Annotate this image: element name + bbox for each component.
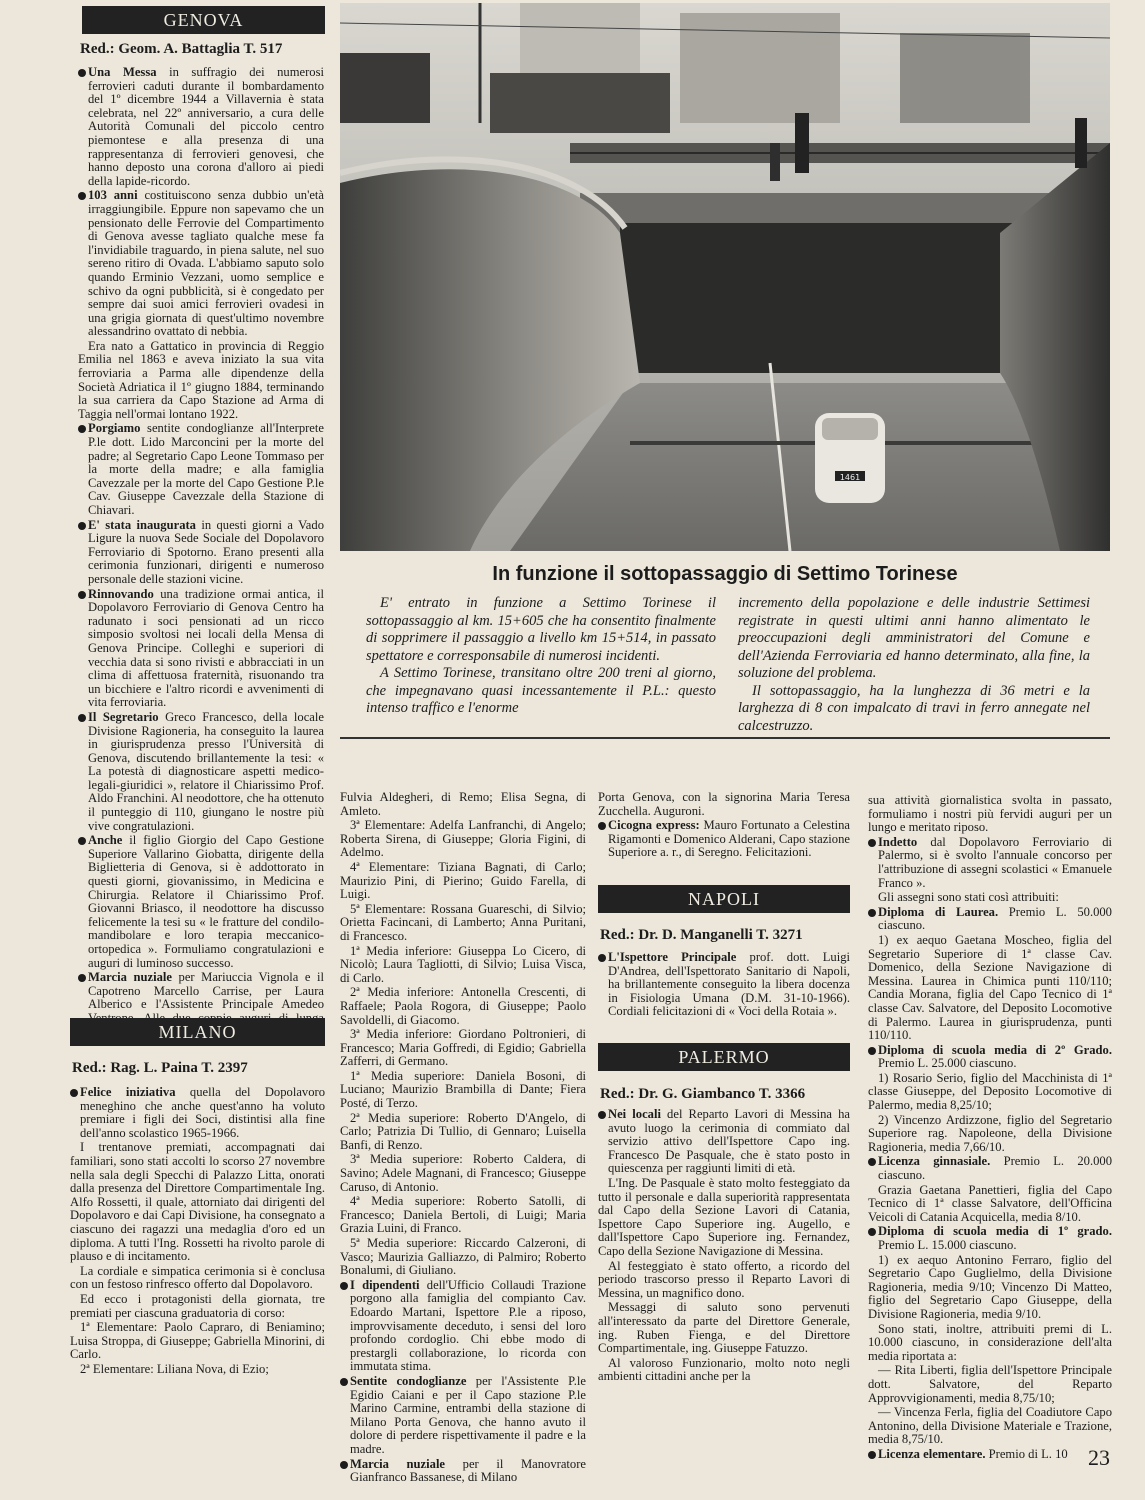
palermo-column-1 [598, 1108, 850, 1385]
news-item-text: una tradizione ormai antica, il Dopolavoro Ferroviario di Genova Centro ha radunato i soci pensionati ad un ricco simposio svoltosi nei locali della Mensa di Genova Principe. Colleghi e superiori di vecchia data si sono rivisti e abbracciati in un clima di affettuosa fraternità, risuonando tra un bicchiere e l'altro ricordi e avvenimenti di vita ferroviaria. [88, 586, 324, 710]
news-item-text: quella del Dopolavoro meneghino che anche quest'anno ha voluto premiare i figli dei Soci, distintisi alla fine dell'anno scolastico 1965-1966. [80, 1085, 325, 1140]
paragraph: Al festeggiato è stato offerto, a ricordo del periodo trascorso presso il Reparto Lavori di Messina, un magnifico dono. [598, 1258, 850, 1300]
news-item [70, 1086, 325, 1140]
news-item-lead: Cicogna express: [608, 818, 700, 833]
feature-right-paragraph: incremento della popolazione e delle industrie Settimesi registrate in questi ultimi anni hanno alimentato le preoccupazioni degli amministratori del Comune e dell'Azienda Ferroviaria ed hanno determinato, alla fine, la soluzione del problema. [738, 595, 1090, 681]
news-item-lead: Felice iniziativa [80, 1085, 176, 1099]
paragraph: 1) Rosario Serio, figlio del Macchinista di 1ª classe Giuseppe, del Deposito Locomotive di Palermo, media 8,25/10; [868, 1070, 1112, 1113]
underpass-photo [340, 3, 1110, 551]
paragraph: — Rita Liberti, figlia dell'Ispettore Principale dott. Salvatore, del Reparto Approvvigionamenti, media 8,75/10; [868, 1363, 1112, 1405]
news-item-lead: Indetto [878, 834, 918, 849]
continued-paragraph: Fulvia Aldegheri, di Remo; Elisa Segna, di Amleto. [340, 790, 586, 818]
feature-right-paragraph: Il sottopassaggio, ha la lunghezza di 36 metri e la larghezza di 8 con impalcato di travi in ferro annegate nel calcestruzzo. [738, 682, 1090, 734]
paragraph: 3ª Media superiore: Roberto Caldera, di Savino; Adele Magnani, di Francesco; Giuseppe Caruso, di Antonio. [340, 1152, 586, 1194]
news-item [340, 1279, 586, 1374]
news-item [868, 906, 1112, 933]
news-item-text: Premio L. 50.000 ciascuno. [878, 904, 1112, 933]
news-item [868, 1448, 1112, 1462]
paragraph: 4ª Elementare: Tiziana Bagnati, di Carlo; Maurizio Pini, di Pierino; Guido Farella, di Luigi. [340, 859, 586, 902]
news-item-text: costituiscono senza dubbio un'età irraggiungibile. Eppure non sapevamo che un pensionato delle Ferrovie del Compartimento di Genova avesse tagliato qualche mese fa l'invidiabile traguardo, in piena salute, nel suo sereno ritiro di Ovada. L'abbiamo saputo solo quando Erminio Vezzani, uomo semplice e schivo da ogni pubblicità, si è congedato per sempre dai suoi amici ferrovieri ovadesi in una grigia giornata di quest'ultimo novembre alessandrino ovattato di nebbia. [88, 188, 325, 339]
news-item-lead: Licenza ginnasiale. [878, 1154, 991, 1169]
page-number: 23 [1088, 1445, 1110, 1470]
paragraph: 2ª Media superiore: Roberto D'Angelo, di Carlo; Patrizia Di Tullio, di Gennaro; Luisella Banfi, di Renzo. [340, 1110, 586, 1152]
paragraph: 2) Vincenzo Ardizzone, figlio del Segretario Superiore rag. Napoleone, della Divisione Ragioneria, media 7,66/10. [868, 1112, 1112, 1154]
news-item-lead: L'Ispettore Principale [608, 950, 737, 964]
news-item-text: in questi giorni a Vado Ligure la nuova Sede Sociale del Dopolavoro Ferroviario di Spotorno. Erano presenti alla cerimonia funzionari, dirigenti e numeroso personale delle stazioni vicine. [88, 517, 324, 586]
news-item-text: dal Dopolavoro Ferroviario di Palermo, si è svolto l'annuale concorso per l'attribuzione di assegni scolastici « Emanuele Franco ». [878, 834, 1112, 890]
news-item-lead: E' stata inaugurata [88, 517, 196, 532]
milano-section-header: MILANO [70, 1018, 325, 1046]
news-item-lead: Diploma di scuola media di 1º grado. [878, 1224, 1112, 1239]
paragraph: Messaggi di saluto sono pervenuti all'interessato da parte del Direttore Generale, ing. Ruben Fienga, e del Direttore Compartimentale, ing. Giuseppe Fatuzzo. [598, 1300, 850, 1356]
paragraph: 1ª Media superiore: Daniela Bosoni, di Luciano; Maurizio Brambilla di Dante; Fiera Posté, di Terzo. [340, 1068, 586, 1111]
palermo-editor-line: Red.: Dr. G. Giambanco T. 3366 [600, 1086, 806, 1102]
paragraph: L'Ing. De Pasquale è stato molto festeggiato da tutto il personale e dalla superiorità rappresentata dal Capo della Sezione Lavori di Catania, Ispettore Capo Superiore ing. Augello, e dall'Ispettore Capo Superiore ing. Fernandez, Capo della Sezione Navigazione di Messina. [598, 1175, 850, 1258]
feature-caption-right [738, 595, 1090, 735]
news-item-text: Premio L. 20.000 ciascuno. [878, 1154, 1112, 1183]
genova-section-header: GENOVA [82, 6, 325, 34]
news-item-lead: Nei locali [608, 1107, 661, 1121]
underpass-illustration [340, 3, 1110, 551]
news-item-text: sentite condoglianze all'Interprete P.le dott. Lido Marconcini per la morte del padre; al Segretario Capo Leone Tommaso per la morte della madre; e alla famiglia Cavezzale per la morte del Capo Gestione P.le Cav. Giuseppe Cavezzale della Stazione di Chiavari. [88, 421, 324, 517]
news-item-text: del Reparto Lavori di Messina ha avuto luogo la cerimonia di commiato dal servizio attivo dell'Ispettore Capo ing. Francesco De Pasquale, che è stato posto in quiescenza per raggiunti limiti di età. [608, 1107, 851, 1176]
news-item [78, 422, 324, 517]
news-item [598, 819, 850, 860]
news-item-lead: 103 anni [88, 188, 138, 203]
news-item-text: dell'Ufficio Collaudi Trazione porgono alla famiglia del compianto Cav. Edoardo Martani, Ispettore P.le a riposo, improvvisamente deceduto, i sensi del loro profondo cordoglio. Chi ebbe modo di prestargli collaborazione, lo ricorda con immutata stima. [350, 1277, 586, 1374]
napoli-editor-line: Red.: Dr. D. Manganelli T. 3271 [600, 927, 803, 943]
palermo-column-2 [868, 794, 1112, 1463]
feature-caption-left [366, 595, 716, 718]
news-item-lead: Diploma di scuola media di 2º Grado. [878, 1042, 1112, 1057]
milano-editor-line: Red.: Rag. L. Paina T. 2397 [72, 1060, 248, 1076]
napoli-section-header: NAPOLI [598, 885, 850, 913]
news-item-text: per l'Assistente P.le Egidio Caiani e per il Capo stazione P.le Marino Carmine, entrambi della stazione di Milano Porta Genova, che hanno avuto il dolore di perdere rispettivamente il padre e la madre. [350, 1373, 586, 1456]
paragraph: Grazia Gaetana Panettieri, figlia del Capo Tecnico di 1ª classe Salvatore, dell'Officina Veicoli di Catania Acquicella, media 8/10. [868, 1182, 1112, 1224]
napoli-column [598, 951, 850, 1020]
news-item-text: per il Manovratore Gianfranco Bassanese, di Milano [350, 1456, 586, 1485]
palermo-section-header: PALERMO [598, 1043, 850, 1071]
license-plate: 1461 [839, 473, 861, 482]
milano-column-3 [598, 791, 850, 861]
news-item [78, 834, 324, 970]
news-item-text: Mauro Fortunato a Celestina Rigamonti e Domenico Alderani, Capo stazione Superiore a. r., di Seregno. Felicitazioni. [608, 818, 850, 860]
paragraph: 3ª Media inferiore: Giordano Poltronieri, di Francesco; Maria Goffredi, di Egidio; Gabriella Zafferri, di Germano. [340, 1027, 586, 1069]
news-item-text: prof. dott. Luigi D'Andrea, dell'Ispettorato Sanitario di Napoli, ha brillantemente conseguito la libera docenza in Fisiologia Umana (D.M. 31-10-1966). Cordiali felicitazioni di « Voci della Rotaia ». [608, 950, 850, 1019]
milano-column-1 [70, 1086, 325, 1377]
news-item [340, 1375, 586, 1457]
news-item-lead: Il Segretario [88, 709, 159, 724]
paragraph: Al valoroso Funzionario, molto noto negli ambienti cittadini anche per la [598, 1355, 850, 1384]
genova-editor-line: Red.: Geom. A. Battaglia T. 517 [80, 41, 283, 57]
news-item-text: Premio L. 15.000 ciascuno. [878, 1238, 1017, 1252]
paragraph: 1ª Media inferiore: Giuseppa Lo Cicero, di Nicolò; Laura Tagliotti, di Silvio; Luisa Visca, di Carlo. [340, 943, 586, 985]
feature-left-paragraph: E' entrato in funzione a Settimo Torinese il sottopassaggio al km. 15+605 che ha consentito finalmente di sopprimere il passaggio a livello km 15+514, in passato spettatore e corresponsabile di numerosi incidenti. [366, 595, 716, 664]
paragraph: 5ª Elementare: Rossana Guareschi, di Silvio; Orietta Facincani, di Lamberto; Anna Puritani, di Francesco. [340, 901, 586, 943]
news-item-text: Premio L. 25.000 ciascuno. [878, 1056, 1017, 1071]
news-item [78, 519, 324, 587]
paragraph: La cordiale e simpatica cerimonia si è conclusa con un festoso rinfresco offerto dal Dopolavoro. [70, 1263, 325, 1292]
news-item-lead: Rinnovando [88, 586, 154, 601]
news-item-lead: Porgiamo [88, 421, 141, 436]
news-item-text: il figlio Giorgio del Capo Gestione Superiore Vallarino Giobatta, dirigente della Biglietteria di Genova, si è addottorato in questi giorni, giovanissimo, in Medicina e Chirurgia. Relatore il Chiarissimo Prof. Giovanni Briasco, il neodottore ha discusso felicemente la tesi su « le fratture del condilo-mandibolare e loro terapia meccanico-ortopedica ». Formuliamo congratulazioni e auguri di luminoso successo. [88, 833, 324, 970]
paragraph: Gli assegni sono stati così attribuiti: [878, 890, 1059, 905]
news-item [868, 1155, 1112, 1182]
news-item [868, 1044, 1112, 1071]
news-item [78, 711, 324, 833]
paragraph: Ed ecco i protagonisti della giornata, tre premiati per ciascuna graduatoria di corso: [70, 1291, 325, 1320]
news-item-lead: I dipendenti [350, 1277, 420, 1292]
paragraph: 3ª Elementare: Adelfa Lanfranchi, di Angelo; Roberta Sirena, di Giuseppe; Gloria Figini, di Adelmo. [340, 818, 586, 860]
paragraph: 2ª Elementare: Liliana Nova, di Ezio; [80, 1361, 269, 1376]
news-item [598, 1108, 850, 1176]
paragraph: Era nato a Gattatico in provincia di Reggio Emilia nel 1863 e aveva iniziato la sua vita ferroviaria a Parma alle dipendenze della Società Adriatica il 1º giugno 1884, terminando la sua carriera da Capo Stazione ad Arma di Taggia nell'ormai lontano 1922. [78, 338, 324, 421]
news-item-text: Greco Francesco, della locale Divisione Ragioneria, ha conseguito la laurea in giurisprudenza presso l'Università di Genova, discutendo brillantemente la tesi: « La potestà di diagnosticare aspetti medico-legali-giuridici », relatore il Chiarissimo Prof. Aldo Franchini. Al neodottore, che ha ottenuto il punteggio di 110, giungano le nostre più vive congratulazioni. [88, 709, 324, 833]
paragraph: I trentanove premiati, accompagnati dai familiari, sono stati accolti lo scorso 27 novembre nella sala degli Specchi di Palazzo Litta, onorati dalla presenza del Direttore Compartimentale Ing. Alfo Rossetti, il quale, attorniato dai dirigenti del Dopolavoro e dai Capi Divisione, ha consegnato a ciascuno dei ragazzi una medaglia d'oro ed un diploma. A tutti l'Ing. Rossetti ha rivolto parole di plauso e di incitamento. [70, 1140, 325, 1264]
news-item [868, 1225, 1112, 1252]
news-item-lead: Una Messa [88, 65, 157, 79]
continued-paragraph: Porta Genova, con la signorina Maria Teresa Zucchella. Auguroni. [598, 790, 850, 818]
paragraph: — Vincenza Ferla, figlia del Coadiutore Capo Antonino, della Divisione Materiale e Trazione, media 8,75/10. [868, 1405, 1112, 1447]
news-item [78, 189, 324, 339]
news-item-text: Premio di L. 10 [985, 1446, 1068, 1461]
feature-title: In funzione il sottopassaggio di Settimo Torinese [492, 563, 958, 585]
milano-column-2 [340, 791, 586, 1486]
feature-left-paragraph: A Settimo Torinese, transitano oltre 200 treni al giorno, che impegnavano quasi incessantemente il P.L.: questo intenso traffico e l'enorme [366, 665, 716, 716]
news-item-lead: Anche [88, 833, 123, 848]
news-item-text: in suffragio dei numerosi ferrovieri caduti durante il bombardamento del 1º dicembre 1944 a Villavernia è stata celebrata, nel 22º anniversario, a cura delle Autorità Comunali del piccolo centro piemontese e alla presenza di una rappresentanza di ferrovieri genovesi, che hanno deposto una corona d'alloro ai piedi della lapide-ricordo. [88, 65, 324, 188]
news-item-lead: Diploma di Laurea. [878, 904, 999, 919]
news-item [340, 1458, 586, 1485]
news-item-lead: Marcia nuziale [88, 970, 172, 985]
feature-rule [340, 737, 1110, 739]
news-item-text: per Mariuccia Vignola e il Capotreno Marcello Carrise, per Laura Alberico e l'Assistente Principale Amedeo [88, 970, 325, 1012]
news-item [78, 66, 324, 188]
paragraph: 4ª Media superiore: Roberto Satolli, di Francesco; Daniela Bertoli, di Luigi; Maria Grazia Luini, di Franco. [340, 1194, 586, 1236]
paragraph: 1ª Elementare: Paolo Capraro, di Beniamino; Luisa Stroppa, di Giuseppe; Gabriella Minorini, di Carlo. [70, 1320, 325, 1362]
paragraph: Sono stati, inoltre, attribuiti premi di L. 10.000 ciascuno, in considerazione dell'alta media riportata a: [868, 1321, 1112, 1363]
paragraph: 1) ex aequo Antonino Ferraro, figlio del Segretario Capo Guglielmo, della Divisione Ragioneria, media 9/10; Vincenzo Di Matteo, figlio del Segretario Capo Giuseppe, della Divisione Ragioneria, media 9/10. [868, 1252, 1112, 1321]
continued-paragraph: sua attività giornalistica svolta in passato, formuliamo i nostri più fervidi auguri per un lungo e meritato riposo. [868, 793, 1112, 835]
news-item [868, 836, 1112, 890]
paragraph: 1) ex aequo Gaetana Moscheo, figlia del Segretario Superiore di 1ª classe Cav. Domenico, della Sezione Navigazione di Messina. Laurea in Chimica punti 110/110; Candia Morana, figlia del Capo Tecnico di 1ª classe Cav. Salvatore, del Deposito Locomotive di Palermo. Laurea in giurisprudenza, punti 110/110. [868, 932, 1112, 1043]
news-item [598, 951, 850, 1019]
paragraph: 5ª Media superiore: Riccardo Calzeroni, di Vasco; Maurizia Galliazzo, di Palmiro; Roberto Bonalumi, di Giuliano. [340, 1236, 586, 1278]
paragraph: 2ª Media inferiore: Antonella Crescenti, di Raffaele; Paola Rogora, di Giuseppe; Paolo Savoldelli, di Giacomo. [340, 985, 586, 1027]
news-item [78, 588, 324, 710]
news-item-lead: Licenza elementare. [878, 1446, 986, 1461]
news-item-lead: Marcia nuziale [350, 1456, 446, 1471]
news-item-lead: Sentite condoglianze [350, 1373, 467, 1388]
genova-column [78, 66, 324, 1040]
